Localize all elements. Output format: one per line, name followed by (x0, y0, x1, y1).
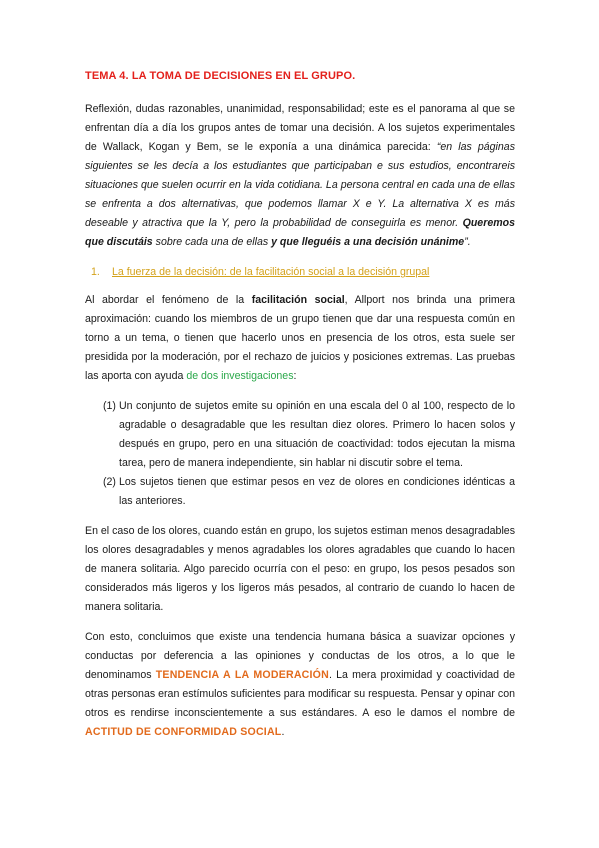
facilitation-paragraph (85, 291, 515, 386)
list-text: Un conjunto de sujetos emite su opinión en una escala del 0 al 100, respecto de lo agradable o desagradable que les resultan diez olores. Primero lo hacen solos y después en grupo, pero en una situación de coactividad: todos ejecutan la misma tarea, pero de manera independiente, sin hablar ni discutir sobre el tema. (119, 400, 515, 469)
p4-text-2: . La mera proximidad y coactividad de otras personas eran estímulos suficientes para modificar su respuesta. Pensar y opinar con otros es rendirse inconscientemente a sus estándares. A eso le damos el nombre de (85, 669, 515, 719)
conclusion-paragraph (85, 628, 515, 742)
p2-text-1: Al abordar el fenómeno de la (85, 294, 252, 306)
list-text: Los sujetos tienen que estimar pesos en vez de olores en condiciones idénticas a las anteriores. (119, 476, 515, 507)
investigations-list (85, 397, 515, 511)
p2-bold: facilitación social (251, 294, 345, 306)
section-number: 1. (91, 266, 100, 278)
p2-text-3: : (293, 370, 297, 382)
list-marker: (2) (103, 476, 116, 488)
intro-bold-2: y que lleguéis a una decisión unánime (271, 236, 465, 248)
section-heading-1[interactable] (85, 263, 515, 282)
intro-text: Reflexión, dudas razonables, unanimidad, responsabilidad; este es el panorama al que se enfrentan día a día los grupos antes de tomar una decisión. A los sujetos experimentales de Wallack, Kogan y Bem, se le exponía a una dinámica parecida: (85, 103, 515, 153)
intro-quote-2: sobre cada una de ellas (152, 236, 272, 248)
term-conformity: ACTITUD DE CONFORMIDAD SOCIAL (85, 726, 282, 738)
list-item (103, 397, 515, 473)
p4-text-1: Con esto, concluimos que existe una tendencia humana básica a suavizar opciones y conductas por deferencia a las opiniones y conductas de los otros, a lo que le denominamos (85, 631, 515, 681)
odors-paragraph: En el caso de los olores, cuando están en grupo, los sujetos estiman menos desagradables los olores desagradables y menos agradables los olores agradables que cuando lo hacen de manera solitaria. Algo parecido ocurría con el peso: en grupo, los pesos pesados son considerados más ligeros y los ligeros más pesados, al contrario de cuando lo hacen de manera solitaria. (85, 525, 515, 613)
p2-text-2: , Allport nos brinda una primera aproximación: cuando los miembros de un grupo tienen que dar una respuesta común en torno a un tema, o tienen que hacerlo unos en presencia de los otros, esta suele ser presidida por la moderación, por el rechazo de juicios y posiciones extremas. Las pruebas las aporta con ayuda (85, 294, 515, 382)
intro-end: ”. (464, 236, 471, 248)
list-marker: (1) (103, 400, 116, 412)
list-item (103, 473, 515, 511)
intro-paragraph (85, 100, 515, 252)
p2-highlight: de dos investigaciones (186, 370, 294, 382)
intro-quote: “en las páginas siguientes se les decía a los estudiantes que participaban e sus estudios, encontrareis situaciones que suelen ocurrir en la vida cotidiana. La persona central en cada una de ellas se enfrenta a dos alternativas, que podemos llamar X e Y. La alternativa X es más deseable y atractiva que la Y, pero la probabilidad de conseguirla es menor. (85, 141, 515, 229)
term-moderation: TENDENCIA A LA MODERACIÓN (155, 669, 329, 681)
intro-bold-1: Queremos que discutáis (85, 217, 515, 248)
p4-text-3: . (281, 726, 285, 738)
page-title: TEMA 4. LA TOMA DE DECISIONES EN EL GRUPO. (85, 70, 356, 82)
section-link[interactable]: La fuerza de la decisión: de la facilitación social a la decisión grupal (112, 266, 430, 278)
